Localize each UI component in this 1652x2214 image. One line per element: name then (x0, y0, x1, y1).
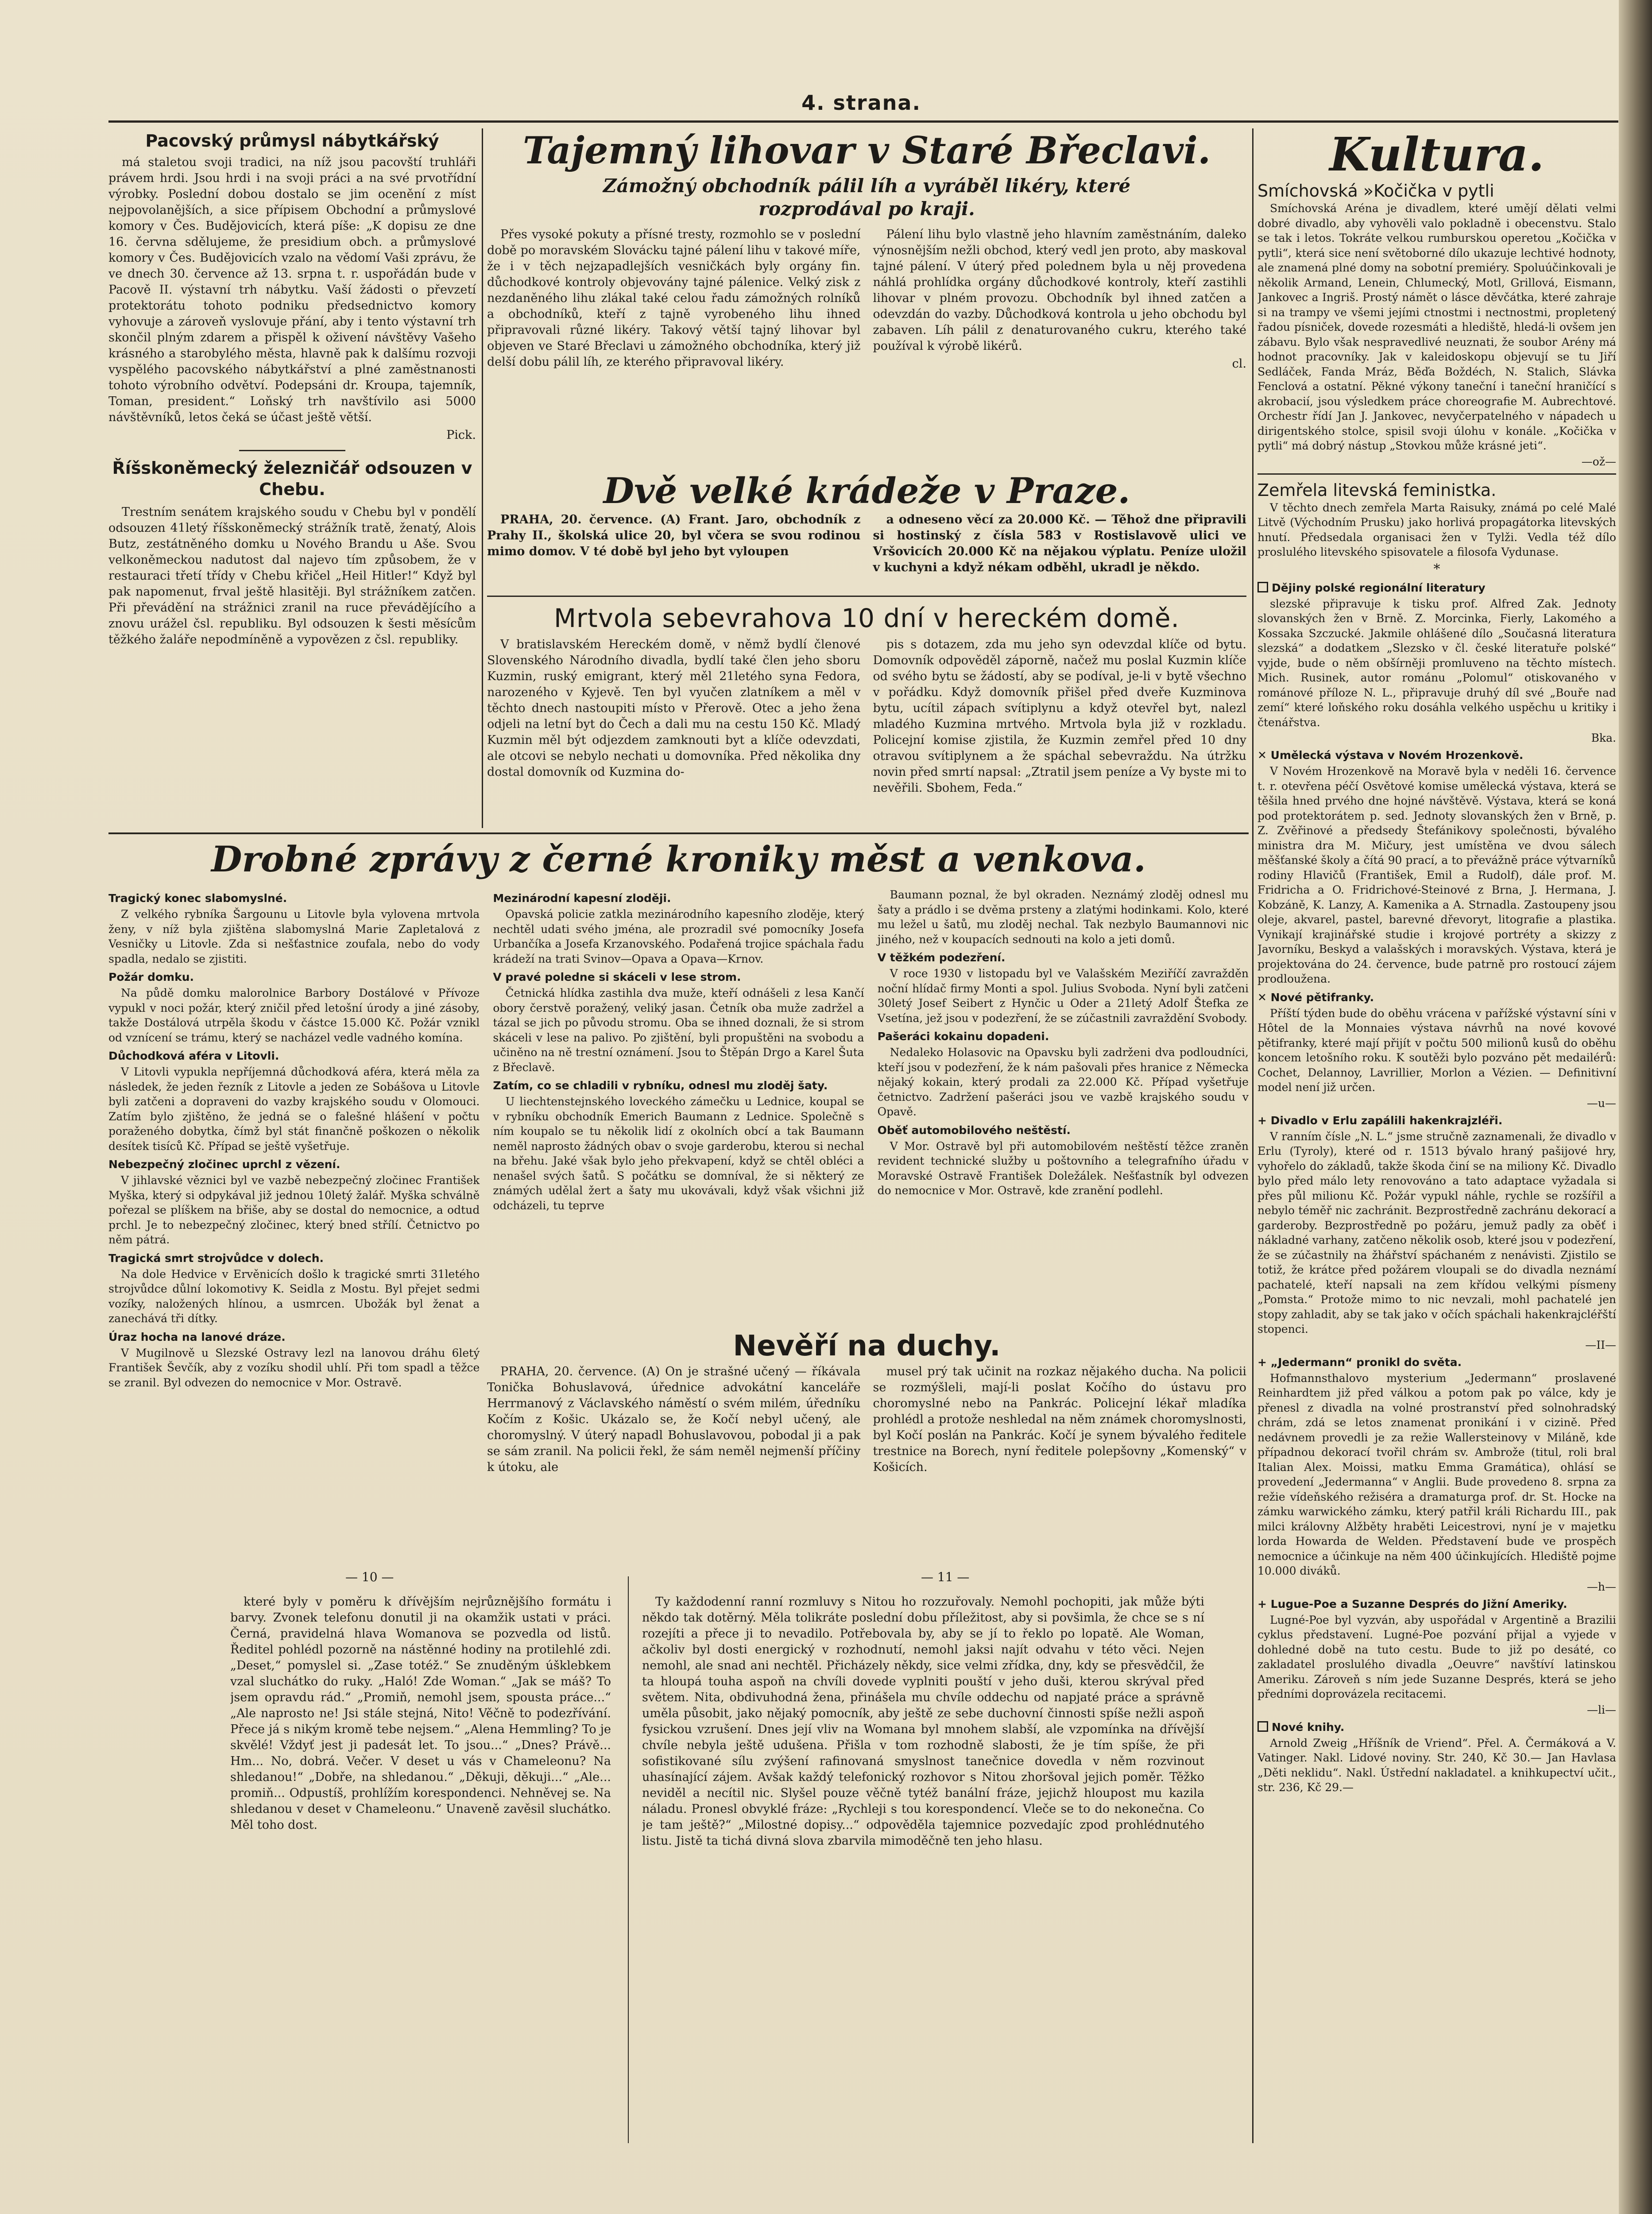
k1-title: Smíchovská »Kočička v pytli (1257, 181, 1494, 201)
plus-icon: + (1257, 1597, 1271, 1610)
k8-title: Lugue-Poe a Suzanne Després do Jižní Ameriky. (1270, 1597, 1567, 1610)
k3-sign: Bka. (1591, 732, 1616, 744)
mrtvola-columns (487, 637, 1246, 799)
plus-icon: + (1257, 1114, 1271, 1127)
k3-title: Dějiny polské regionální literatury (1272, 581, 1486, 594)
brief-text: Opavská policie zatkla mezinárodního kapesního zloděje, který nechtěl udati svého jména, ale prozradil své pomocníky Josefa Urbančíka a Josefa Krzanovského. Podařená trojice spáchala řadu krádeží na trati Svinov—Opava a Opava—Krnov. (493, 908, 864, 965)
brief-kicker: V pravé poledne si skáceli v lese strom. (493, 971, 741, 983)
article-title-pacov: Pacovský průmysl nábytkářský (145, 131, 439, 151)
headline-neveri: Nevěří na duchy. (733, 1330, 1001, 1362)
article-body-cheb: Trestním senátem krajského soudu v Chebu byl v pondělí odsouzen 41letý říšskoněmecký strážník tratě, ženatý, Alois Butz, zestátněného domku u Nového Brandu u Aše. Svou velkoněmeckou nadutost dal najevo tím způsobem, že v restauraci třetí třídy v Chebu křičel „Heil Hitler!“ Když byl pak napomenut, frval ještě hlasitěji. Byl strážníkem zatčen. Při převádění na strážnici zranil na ruce převádějícího a znovu urážel čsl. republiku. Byl odsouzen k šesti měsícům těžkého žaláře nepodmíněně a vypovězen z čsl. republiky. (108, 505, 476, 646)
k1-sign: —ož— (1581, 455, 1616, 468)
brief-kicker: Pašeráci kokainu dopadeni. (877, 1030, 1049, 1043)
brief-kicker: Nebezpečný zločinec uprchl z vězení. (108, 1158, 340, 1171)
column-rule (482, 128, 483, 828)
lihovar-text-1: Přes vysoké pokuty a přísné tresty, rozmohlo se v poslední době po moravském Slovácku tajné pálení lihu v takové míře, že i v těch nejzapadlejších vesničkách byly orgány fin. důchodkové kontroly objevovány tajné pálenice. Velký zisk z nezdaněného lihu zlákal také celou řadu zámožných rolníků a obchodníků, kteří z tajně vyrobeného lihu ihned připravovali různé likéry. Takový větší tajný lihovar byl objeven ve Staré Břeclavi u zámožného obchodníka, který již delší dobu pálil líh, ze kterého připravoval likéry. (487, 228, 861, 369)
brief-kicker: Zatím, co se chladili v rybníku, odnesl mu zloděj šaty. (493, 1079, 828, 1092)
plus-icon: + (1257, 1355, 1271, 1369)
k7-sign: —h— (1586, 1580, 1616, 1593)
brief-kicker: Důchodková aféra v Litovli. (108, 1049, 279, 1062)
header-rule (108, 120, 1618, 123)
kradeze-text-1: PRAHA, 20. července. (A) Frant. Jaro, obchodník z Prahy II., školská ulice 20, byl včera se svou rodinou mimo domov. V té době byl jeho byt vyloupen (487, 513, 861, 558)
article-mrtvola (487, 602, 1246, 832)
k8-sign: —li— (1587, 1703, 1616, 1716)
k9-title-row (1257, 1720, 1616, 1735)
brief-text: V jihlavské věznici byl ve vazbě nebezpečný zločinec František Myška, který si odpykával již jednou 10letý žalář. Myška schválně pořezal se plíškem na břiše, aby se dostal do nemocnice, a odtud prchl. Je to nebezpečný zločinec, který bned střílí. Četnictvo po něm pátrá. (108, 1174, 480, 1246)
k6-title: Divadlo v Erlu zapálili hakenkrajzléři. (1270, 1114, 1503, 1127)
story-gutter-rule (628, 1576, 629, 2143)
neveri-columns (487, 1364, 1246, 1478)
brief-kicker: Požár domku. (108, 971, 194, 983)
brief-text: V Mugilnově u Slezské Ostravy lezl na lanovou dráhu 6letý František Ševčík, aby z vozíku shodil uhlí. Při tom spadl a těžce se zranil. Byl odvezen do nemocnice v Mor. Ostravě. (108, 1346, 480, 1389)
lihovar-sign: cl. (1232, 357, 1246, 371)
right-column-kultura (1257, 128, 1616, 2214)
article-sign-pacov: Pick. (446, 428, 476, 442)
drobne-column-3 (878, 887, 1249, 1392)
article-title-cheb: Říšskoněmecký železničář odsouzen v Chebu. (112, 458, 472, 499)
headline-mrtvola: Mrtvola sebevrahova 10 dní v hereckém domě. (554, 603, 1180, 633)
page-number-header: 4. strana. (801, 91, 921, 115)
k2-body: V těchto dnech zemřela Marta Raisuky, známá po celé Malé Litvě (Východním Prusku) jako horlivá propagátorka litevských hnutí. Předsedala organisaci žen v Tylži. Vedla též dílo proslulého litevského spisovatele a filosofa Vydunase. (1257, 501, 1616, 558)
lihovar-col-2 (873, 227, 1247, 373)
bullet-icon (1257, 1721, 1268, 1732)
k9-body: Arnold Zweig „Hříšník de Vriend“. Přel. A. Čermáková a V. Vatinger. Nakl. Lidové noviny. Str. 240, Kč 30.— Jan Havlasa „Děti neklidu“. Nakl. Ústřední nakladatel. a knihkupectví učit., str. 236, Kč 29.— (1257, 1736, 1616, 1794)
article-kradeze (487, 469, 1246, 593)
k7-title-row (1257, 1355, 1616, 1370)
brief-text: V Mor. Ostravě byl při automobilovém neštěstí těžce zraněn revident technické služby u poštovního a telegrafního úřadu v Moravské Ostravě František Doležálek. Nešťastník byl odvezen do nemocnice v Mor. Ostravě, kde zranění podlehl. (877, 1139, 1249, 1197)
k5-body: Příští týden bude do oběhu vrácena v pařížské výstavní síni v Hôtel de la Monnaies výstava návrhů na nové kovové pětifranky, které mají přijít v počtu 500 milionů kusů do oběhu koncem letošního roku. K soutěži bylo pozváno pět medailérů: Cochet, Delannoy, Lavrillier, Morlon a Vézien. — Definitivní model není již určen. (1257, 1006, 1616, 1094)
k4-body: V Novém Hrozenkově na Moravě byla v neděli 16. července t. r. otevřena péčí Osvětové komise umělecká výstava, která se těšila hned prvého dne hojné návštěvě. Výstava, která se koná pod protektorátem p. sed. Jednoty slovanských žen v Brně, p. Z. Zvěřinové a předsedy Štefánikovy společnosti, bývalého ministra dra M. Mičury, jest umístěna ve dvou sálech měšťanské školy a čítá 90 prací, a to převážně práce výtvarníků rodiny Hlavičů (František, Emil a Rudolf), dále prof. M. Fridricha a O. Fridrichové-Steinové z Brna, J. Hermana, J. Kobzáně, K. Lanzy, A. Kamenika a A. Strnadla. Zastoupeny jsou oleje, akvarel, pastel, barevné dřevoryt, litografie a plastika. Vynikají krajinářské studie i krojové portréty a skizzy z Javorníku, Beskyd a valašských i moravských. Výstava, která je projektována do 24. července, bude patrně pro rostoucí zájem prodloužena. (1257, 765, 1616, 985)
folio-left: — 10 — (345, 1570, 394, 1584)
story-text-1: které byly v poměru k dřívějším nejrůznějšího formátu i barvy. Zvonek telefonu donutil ji na okamžik ustati v práci. Černá, pravidelná hlava Womanova se pozvedla od listů. Ředitel pohlédl pozorně na nástěnné hodiny na protilehlé zdi. „Deset,“ pomyslel si. „Zase totéž.“ Se znuděným úšklebkem vzal sluchátko do ruky. „Haló! Zde Woman.“ „Jak se máš? To jsem opravdu rád.“ „Promiň, nemohl jsem, spousta práce...“ „Ale naprosto ne! Jsi stále stejná, Nito! Věčně to podezřívání. Přece já s nikým kromě tebe nejsem.“ „Alena Hemmling? To je skvělé! Vždyť jest ji padesát let. To jsou...“ „Dnes? Právě... Hm... No, dobrá. Večer. V deset u vás v Chameleonu? Na shledanou!“ „Dobře, na shledanou.“ „Děkuji, děkuji...“ „Ale... promiň... Odpustíš, prohlížím korespondenci. Nehněvej se. Na shledanou v deset v Chameleonu.“ Unaveně zavěsil sluchátko. Měl toho dost. (230, 1595, 611, 1832)
folio-right: — 11 — (921, 1570, 970, 1584)
brief-kicker: Tragická smrt strojvůdce v dolech. (108, 1251, 324, 1265)
section-title-kultura: Kultura. (1329, 128, 1544, 182)
k9-title: Nové knihy. (1272, 1720, 1345, 1734)
brief-kicker: V těžkém podezření. (877, 951, 1006, 964)
lihovar-columns (487, 227, 1246, 373)
drobne-columns (108, 887, 1249, 1392)
brief-text: V Litovli vypukla nepříjemná důchodková aféra, která měla za následek, že jeden řezník z Litovle a jeden ze Sobášova u Litovle byli zatčeni a dopraveni do vazby krajského soudu v Olomouci. Zatím bylo zjištěno, že jedná se o falešné hlášení v počtu poraženého dobytka, čímž byl stát finančně poškozen o několik desítek tisíců Kč. Případ se ještě vyšetřuje. (108, 1065, 480, 1153)
divider (487, 596, 1246, 597)
kradeze-columns (487, 512, 1246, 578)
k4-title-row (1257, 748, 1616, 763)
k7-body: Hofmannsthalovo mysterium „Jedermann“ proslavené Reinhardtem již před válkou a potom pak po válce, kdy je přenesl z divadla na volné prostranství před solnohradský chrám, zdá se letos znamenat pronikání i v cizině. Před nedávnem provedli je za režie Wallersteinovy v Miláně, kde případnou dekorací tvořil chrám sv. Ambrože (titul, roli bral Italian Alex. Moissi, matku Emma Gramática), ohlásí se provedení „Jedermanna“ v Anglii. Bude provedeno 8. srpna za režie vídeňského režiséra a dramaturga prof. dr. St. Hocke na zámku warwického zámku, který patřil králi Richardu III., pak milci královny Alžběty hraběti Leicestrovi, nyní je v majetku lorda Howarda de Welden. Představení bude ve prospěch nemocnice a účinkuje na něm 400 účinkujících. Hlediště pojme 10.000 diváků. (1257, 1371, 1616, 1577)
k8-title-row (1257, 1597, 1616, 1612)
cross-icon: ✕ (1257, 991, 1271, 1004)
drobne-column-2 (493, 887, 864, 1392)
serial-story-col-1 (230, 1594, 611, 2143)
neveri-text-1: PRAHA, 20. července. (A) On je strašné učený — říkávala Tonička Bohuslavová, úřednice advokátní kanceláře Herrmanový z Václavského náměstí o svém milém, úředníku Kočím z Košic. Ukázalo se, že Kočí nebyl učený, ale choromyslný. V úterý napadl Bohuslavovou, pobodal ji a pak se sám zranil. Na policii řekl, že sám neměl nejmenší příčiny k útoku, ale (487, 1365, 861, 1474)
cross-icon: ✕ (1257, 749, 1271, 762)
article-neveri (487, 1328, 1246, 1514)
k3-body: slezské připravuje k tisku prof. Alfred Zak. Jednoty slovanských žen v Brně. Z. Morcinka, Fierly, Lakomého a Kossaka Szczucké. Jakmile ohlášené dílo „Současná literatura slezská“ a dodatkem „Slezsko v čl. české literatuře polské“ vyjde, bude o něm obšírněji promluveno na těchto místech. Mich. Rusinek, autor románu „Polomul“ otiskovaného v románové příloze N. L., připravuje druhý díl své „Bouře nad zemí“ které loňského roku dosáhla velkého uspěchu u kritiky i čtenářstva. (1257, 597, 1616, 729)
k6-sign: —II— (1585, 1338, 1616, 1351)
headline-kradeze: Dvě velké krádeže v Praze. (603, 470, 1130, 511)
story-text-2: Ty každodenní ranní rozmluvy s Nitou ho rozzuřovaly. Nemohl pochopiti, jak může býti někdo tak dotěrný. Měla tolikráte poslední dobu příležitost, aby si povšimla, že chce se s ní rozejíti a přece ji to nevadilo. Potřebovala by, aby se jí to řeklo po lopatě. Ale Woman, ačkoliv byl dosti energický v rozhodnutí, nemohl jaksi najít odvahu v této věci. Nejen nemohl, ale snad ani nechtěl. Přicházely někdy, sice velmi zřídka, dny, kdy se přesvědčil, že ta hloupá touha aspoň na chvíli dovede vyplniti pouští v jeho duši, kterou skrýval před světem. Nita, obdivuhodná žena, přinášela mu chvíle oddechu od napjaté práce a správně uměla působit, jako nějaký pomocník, aby ještě ze sebe duchovní činnosti spíše nežli aspoň fysickou vzrušení. Dnes její vliv na Womana byl mnohem slabší, ale vzpomínka na dřívější chvíle nebyla ještě udušena. Přišla v tom rozhodně slabosti, že je tím spíše, že při sofistikované sílu zvýšení rafinovaná smyslnost tanečnice dovedla v něm rozvinout uhasínající zájem. Avšak každý telefonický rozhovor s Nitou zhoršoval jejich poměr. Těžko neviděl a necítil nic. Slyšel pouze věčně tytéž banální fráze, jejichž hloupost mu kazila náladu. Pronesl obvyklé fráze: „Rychleji s tou korespondencí. Vleče se to do nekonečna. Co je tam ještě?“ „Milostné dopisy...“ odpověděla tajemnice pozvedajíc zpod prohlédnutého listu. Jistě ta tichá divná slova zbarvila mimoděčně ten jeho hlasu. (642, 1595, 1204, 1848)
brief-text: V roce 1930 v listopadu byl ve Valašském Meziříčí zavražděn noční hlídač firmy Monti a spol. Julius Svoboda. Nyní byli zatčeni 30letý Josef Seibert z Hynčic u Oder a 21letý Adolf Štefka ze Vsetína, jež jsou v podezření, že se zúčastnili zavraždění Svobody. (877, 967, 1249, 1025)
k5-title-row (1257, 990, 1616, 1005)
article-lihovar (487, 128, 1246, 416)
mrtvola-text-2: pis s dotazem, zda mu jeho syn odevzdal klíče od bytu. Domovník odpověděl záporně, načež mu poslal Kuzmin klíče od svého bytu se žádostí, aby se podíval, je-li v bytě všechno v pořádku. Když domovník přišel před dveře Kuzminova bytu, ucítil zápach svítiplynu a když otevřel byt, nalezl mladého Kuzmina mrtvého. Mrtvola byla již v rozkladu. Policejní komise zjistila, že Kuzmin zemřel před 10 dny otravou svítiplynem a že spáchal sebevraždu. Na útržku novin před smrtí napsal: „Ztratil jsem peníze a Vy byste mi to nevěřili. Sbohem, Feda.“ (873, 638, 1246, 795)
page-edge-shadow (1619, 0, 1652, 2214)
brief-text: Na půdě domku malorolnice Barbory Dostálové v Přívoze vypukl v noci požár, který zničil před letošní úrody a jiné zásoby, takže Dostálová utrpěla škodu v částce 15.000 Kč. Požár vznikl od vznícení se trámu, který se nacházel vedle vadného komína. (108, 987, 480, 1044)
divider (1257, 473, 1616, 475)
k6-body: V ranním čísle „N. L.“ jsme stručně zaznamenali, že divadlo v Erlu (Tyroly), které od r. 1513 bývalo hraný pašijové hry, vyhořelo do základů, takže škoda činí se na miliony Kč. Divadlo bylo před málo lety renovováno a tato adaptace vyžadala si přes půl milionu Kč. Požár vypukl náhle, rychle se rozšířil a nebylo téměř nic zachránit. Bezprostředně zachránu dekorací a garderoby. Bezprostředně po požáru, jemuž padly za oběť i nákladné varhany, zatčeno několik osob, které jsou v podezření, že se zúčastnily na žhářství spáchaném z nenávisti. Zjistilo se totiž, že krátce před požárem vloupali se do divadla neznámí pachatelé, kteří napsali na zem křídou velkými písmeny „Pomsta.“ Protože mimo to nic nevzali, mohl pachatelé jen stopy zahladit, aby se tak jako v očích spáchali hakenkrajcléřští stopenci. (1257, 1130, 1616, 1335)
k2-title: Zemřela litevská feministka. (1257, 480, 1497, 500)
article-body-pacov: má staletou svoji tradici, na níž jsou pacovští truhláři právem hrdi. Jsou hrdi i na svoji práci a na své prvotřídní výrobky. Poslední dobou dostalo se jim ocenění z míst nejpovolanějších, a sice přípisem Obchodní a průmyslové komory v Čes. Budějovicích, která píše: „K dopisu ze dne 16. června sdělujeme, že presidium obch. a průmyslové komory v Čes. Budějovicích vzalo na vědomí Vaši zprávu, že ve dnech 30. července až 13. srpna t. r. uspořádán bude v Pacově II. výstavní trh nábytku. Vaší žádosti o převzetí protektorátu tohoto podniku předsednictvo komory vyhovuje a zároveň vyslovuje přání, aby i tento výstavní trh skončil plným zdarem a přispěl k oživení návštěvy Vašeho krásného a starobylého města, hlavně pak k dalšímu rozvoji vyspělého pacovského nábytkářství a plné zaměstnanosti tohoto výrobního odvětví. Podepsáni dr. Kroupa, tajemník, Toman, president.“ Loňský trh navštívilo asi 5000 návštěvníků, letos čeká se účast ještě větší. (108, 155, 476, 424)
subheadline-lihovar: Zámožný obchodník pálil líh a vyráběl likéry, které rozprodával po kraji. (603, 175, 1131, 220)
k1-body: Smíchovská Aréna je divadlem, které umějí dělati velmi dobré divadlo, aby vyhověli valo pokladně i obecenstvu. Stalo se tak i letos. Tokráte velkou rumburskou operetou „Kočička v pytli“, která sice není světoborné dílo ukazuje lechtivé hodnoty, ale znamená plné domy na sobotní premiéry. Spoluúčinkovali je několik Armand, Lenein, Chlumecký, Motl, Grillová, Eismann, Jankovec a Ingriš. Prostý námět o lásce děvčátka, které zahraje si na trampy ve všemi jejími ctnostmi i nectnostmi, propletený řadou písniček, dovede rozesmáti a hlediště, hledá-li ovšem jen zábavu. Bylo však nespravedlivé neuznati, že soubor Arény má hodnot pracovníky. Jak v kaleidoskopu objevují se tu Jiří Sedláček, Fanda Mráz, Běďa Boždéch, N. Stalich, Slávka Fenclová a ostatní. Pěkné výkony taneční i taneční hraničící s akrobacií, jsou výsledkem práce choreografie M. Aubrechtové. Orchestr řídí Jan J. Jankovec, nevyčerpatelného v nápadech u dirigentského stolce, spisil svoji úlohu v konále. „Kočička v pytli“ má dobrý nástup „Stovkou může krásné jeti“. (1257, 202, 1616, 452)
left-column (108, 131, 476, 821)
brief-kicker: Mezinárodní kapesní zloději. (493, 892, 671, 905)
divider (108, 832, 1249, 834)
headline-drobne: Drobné zprávy z černé kroniky měst a venkova. (211, 838, 1146, 880)
brief-kicker: Úraz hocha na lanové dráze. (108, 1330, 286, 1343)
brief-text: Nedaleko Holasovic na Opavsku byli zadrženi dva podloudníci, kteří jsou v podezření, že k nám pašovali přes hranice z Německa nějaký kokain, který prodali za 22.000 Kč. Případ vyšetřuje četnictvo. Zadržení pašeráci jsou ve vazbě krajského soudu v Opavě. (877, 1046, 1249, 1118)
k7-title: „Jedermann“ pronikl do světa. (1270, 1355, 1462, 1369)
k6-title-row (1257, 1113, 1616, 1128)
bullet-icon (1257, 582, 1268, 592)
k8-body: Lugné-Poe byl vyzván, aby uspořádal v Argentině a Brazilii cyklus představení. Lugné-Poe pozvání přijal a vyjede v dohledné době na tuto cestu. Bude to již po desáté, co zakladatel proslulého divadla „Oeuvre“ navštíví latinskou Ameriku. Zároveň s ním jede Suzanne Després, která se jeho předními doprovázela recitacemi. (1257, 1613, 1616, 1700)
serial-story-col-2 (642, 1594, 1204, 2143)
brief-text: Na dole Hedvice v Ervěnicích došlo k tragické smrti 31letého strojvůdce důlní lokomotivy K. Seidla z Mostu. Byl přejet sedmi vozíky, naložených hlínou, a usmrcen. Ubožák byl ženat a zanechává tři dítky. (108, 1267, 480, 1325)
k3-title-row (1257, 581, 1616, 596)
headline-lihovar: Tajemný lihovar v Staré Břeclavi. (522, 128, 1211, 172)
k5-sign: —u— (1586, 1096, 1616, 1110)
mrtvola-text-1: V bratislavském Hereckém domě, v němž bydlí členové Slovenského Národního divadla, bydlí také člen jeho sboru Kuzmin, ruský emigrant, který měl 21letého syna Fedora, narozeného v Kyjevě. Ten byl vyučen zlatníkem a měl v těchto dnech nastoupiti místo v Přerově. Otec a jeho žena odjeli na letní byt do Čech a dali mu na cestu 150 Kč. Mladý Kuzmin měl být odjezdem zamknouti byt a klíče odevzdati, ale otcovi se nebylo nechati u domovníka. Před několika dny dostal domovník od Kuzmina do- (487, 638, 861, 779)
column-rule (1252, 128, 1254, 2143)
drobne-column-1 (108, 887, 480, 1392)
divider (239, 450, 345, 451)
brief-kicker: Oběť automobilového neštěstí. (877, 1123, 1071, 1137)
brief-text: Četnická hlídka zastihla dva muže, kteří odnášeli z lesa Kančí obory čerstvě poražený, veliký jasan. Četník oba muže zadržel a tázal se jich po původu stromu. Oba se ihned doznali, že si strom skáceli v lese na palivo. Po zjištění, byli propuštěni na svobodu a učiněno na ně trestní oznámení. Jsou to Štěpán Drgo a Karel Šuta z Břeclavě. (493, 987, 864, 1074)
brief-text: Z velkého rybníka Šargounu u Litovle byla vylovena mrtvola ženy, v níž byla zjištěna slabomyslná Marie Zapletalová z Vesničky u Litovle. Zda si nešťastnice zoufala, nebo do vody spadla, nedalo se zjistiti. (108, 908, 480, 965)
brief-text: U liechtenstejnského loveckého zámečku u Lednice, koupal se v rybníku obchodník Emerich Baumann z Lednice. Společně s ním koupalo se tu několik lidí z okolních obcí a tak Baumann neměl naprosto žádných obav o svoje garderobu, kterou si nechal na břehu. Jaké však bylo jeho překvapení, když se chtěl obléci a nenašel svých šatů. S počátku se domníval, že si některý ze známých udělal žert a šaty mu ukovávali, když však všichni již odcházeli, tu teprve (493, 1095, 864, 1212)
brief-kicker: Tragický konec slabomyslné. (108, 892, 287, 905)
lihovar-text-2: Pálení lihu bylo vlastně jeho hlavním zaměstnáním, daleko výnosnějším nežli obchod, který vedl jen proto, aby maskoval tajné pálení. V úterý před polednem byla u něj provedena náhlá prohlídka orgány důchodkové kontroly, kteří zastihli lihovar v plném provozu. Obchodník byl ihned zatčen a odevzdán do vazby. Důchodková kontrola u jeho obchodu byl zabaven. Líh pálil z denaturovaného cukru, kterého také používal k výrobě likérů. (873, 228, 1246, 353)
brief-text: Baumann poznal, že byl okraden. Neznámý zloděj odnesl mu šaty a prádlo i se dvěma prsteny a zlatými hodinkami. Kolo, které mu ležel u šatů, mu zloděj nechal. Tak nezbylo Baumannovi nic jiného, než v koupacích sednouti na kolo a jeti domů. (877, 888, 1249, 946)
kradeze-text-2: a odneseno věcí za 20.000 Kč. — Těhož dne připravili si hostinský z čísla 583 v Rostislavově ulici ve Vršovicích 20.000 Kč na nějakou výplatu. Peníze uložil v kuchyni a když nékam odběhl, ukradl je někdo. (873, 513, 1246, 574)
k4-title: Umělecká výstava v Novém Hrozenkově. (1270, 749, 1524, 762)
k2-star: * (1433, 561, 1440, 577)
neveri-text-2: musel prý tak učinit na rozkaz nějakého ducha. Na policii se rozmýšleli, mají-li poslat Kočího do ústavu pro choromyslné nebo na Pankrác. Policejní lékař mladíka prohlédl a protože neshledal na něm známek choromyslnosti, byl Kočí poslán na Pankrác. Kočí je synem bývalého ředitele trestnice na Borech, nyní ředitele polepšovny „Komenský“ v Košicích. (873, 1365, 1246, 1474)
k5-title: Nové pětifranky. (1270, 991, 1374, 1004)
